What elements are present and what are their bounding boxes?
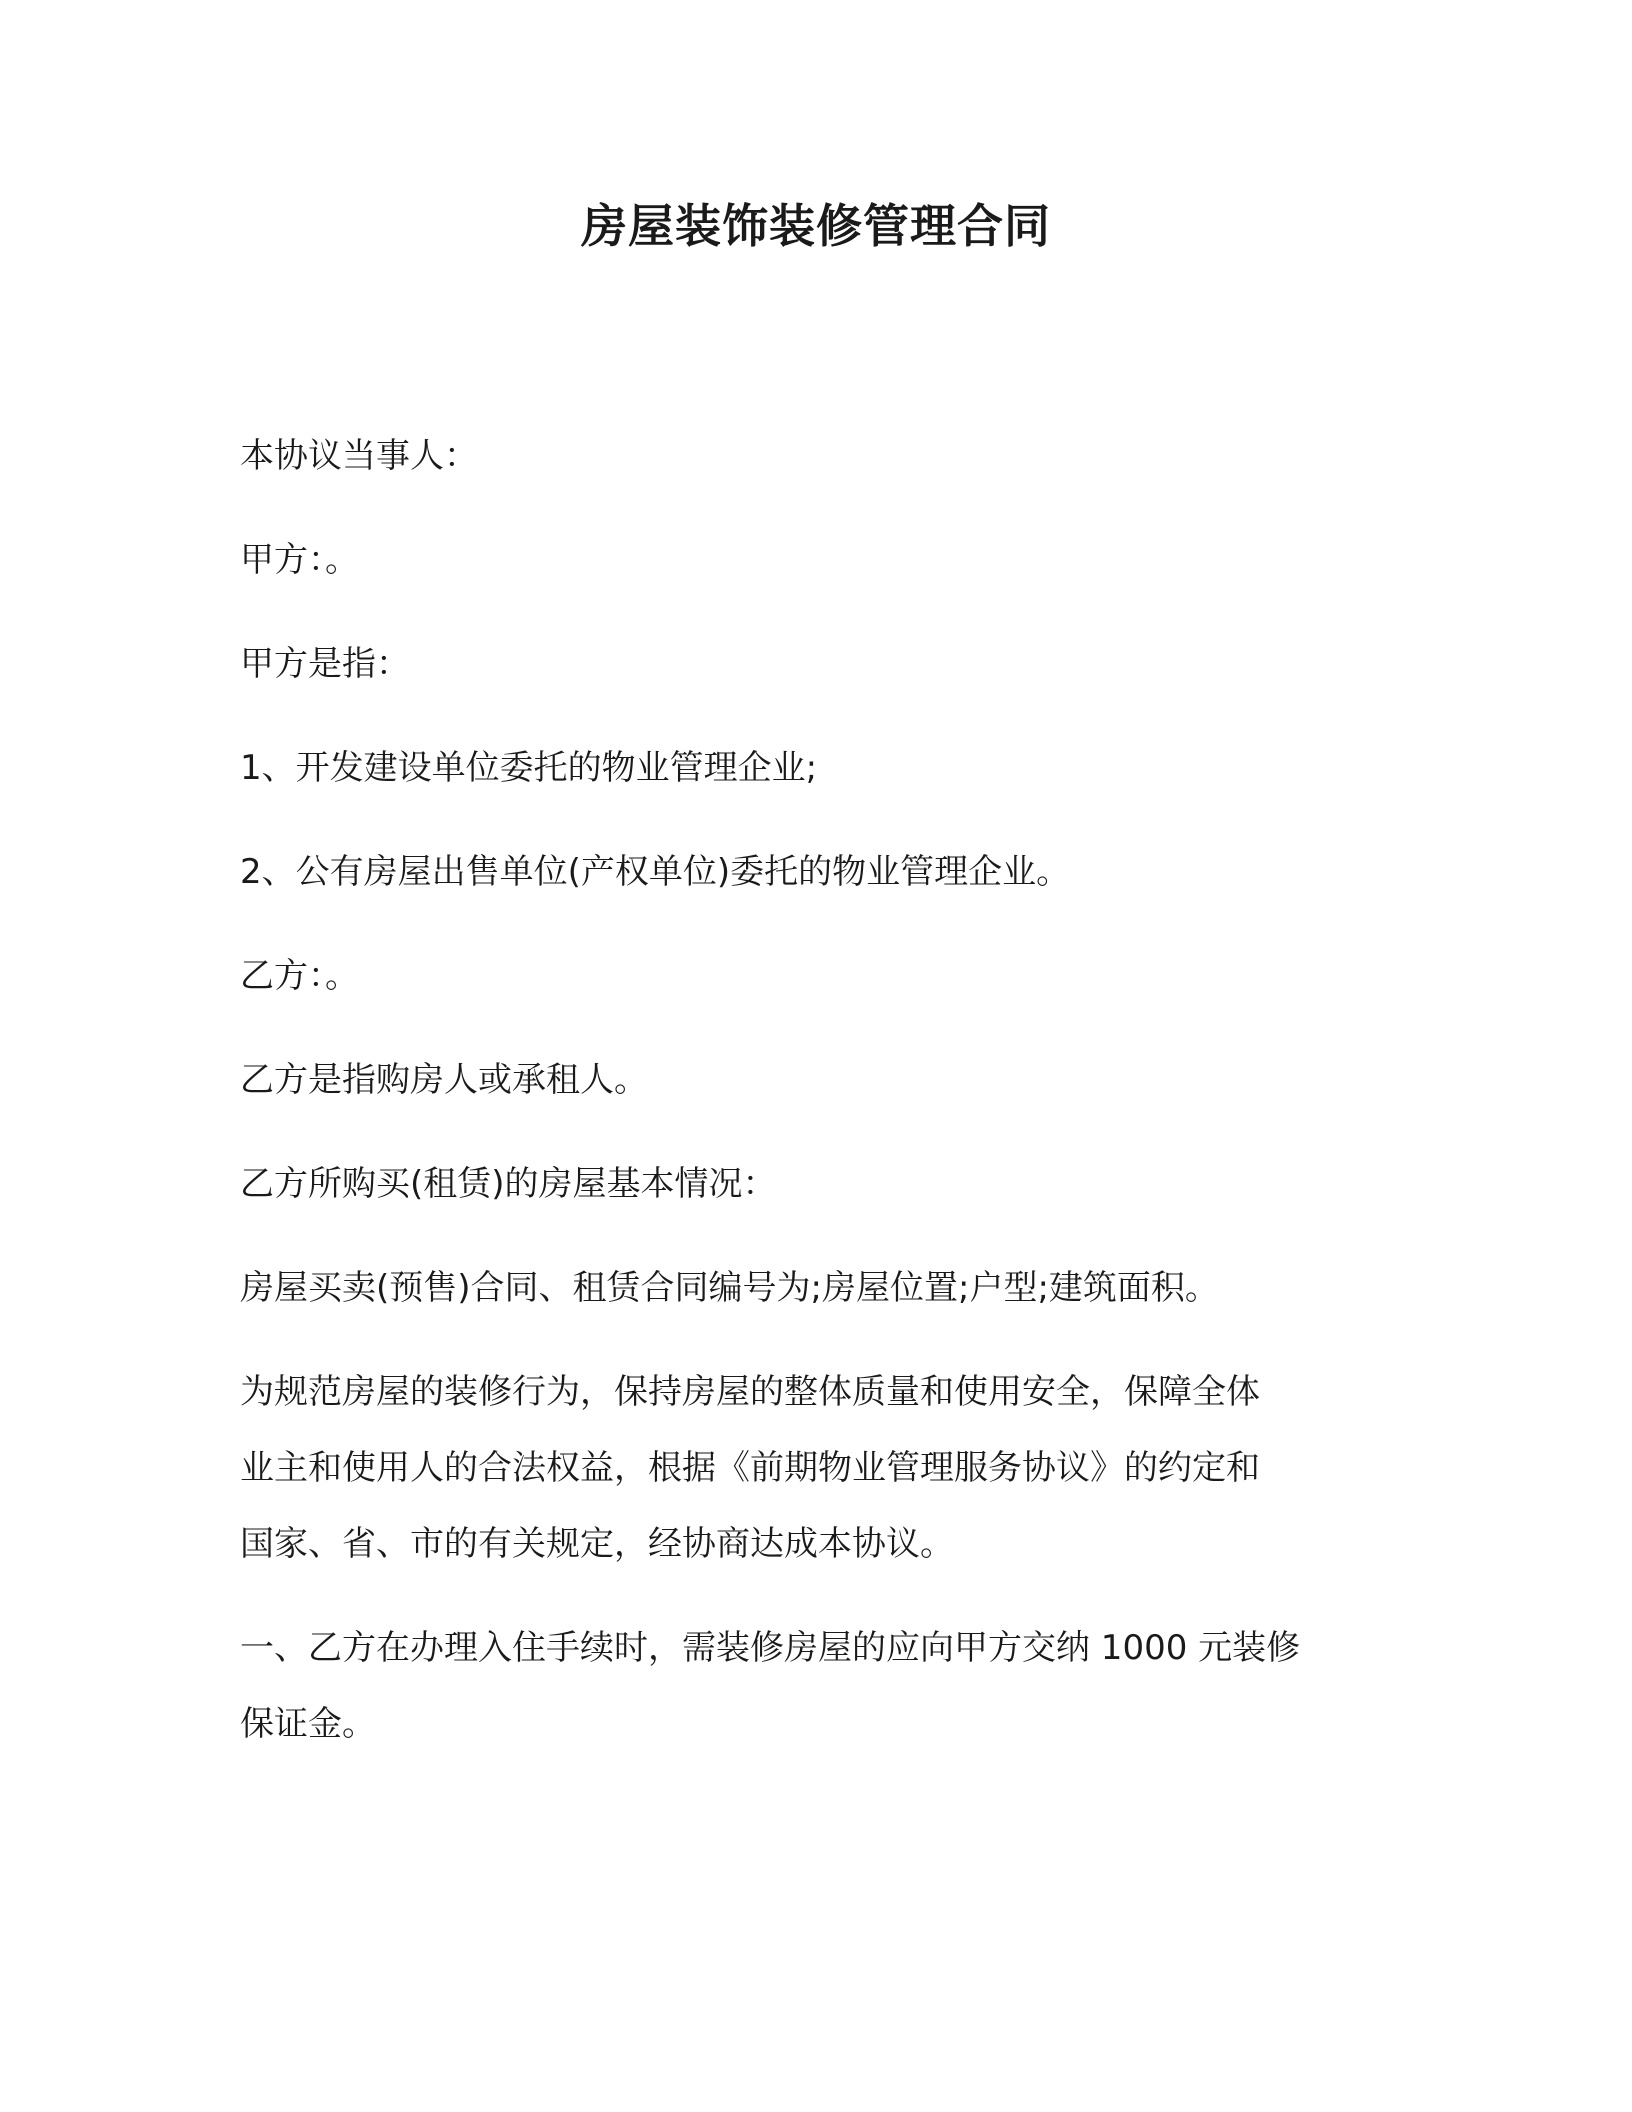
paragraph-purpose: 为规范房屋的装修行为，保持房屋的整体质量和使用安全，保障全体 业主和使用人的合法权益，根据《前期物业管理服务协议》的约定和 国家、省、市的有关规定，经协商达成本协议。	[240, 1372, 1260, 1564]
paragraph-clause-1: 一、乙方在办理入住手续时，需装修房屋的应向甲方交纳 1000 元装修 保证金。	[240, 1628, 1301, 1744]
paragraph-party-b: 乙方：。	[240, 956, 359, 996]
paragraph-parties: 本协议当事人：	[240, 436, 478, 476]
paragraph-house-info: 房屋买卖(预售)合同、租赁合同编号为;房屋位置;户型;建筑面积。	[240, 1268, 1219, 1308]
paragraph-house-info-heading: 乙方所购买(租赁)的房屋基本情况：	[240, 1164, 777, 1204]
paragraph-party-a-definition: 甲方是指：	[240, 644, 410, 684]
paragraph-party-b-definition: 乙方是指购房人或承租人。	[240, 1060, 648, 1100]
document-body	[240, 418, 1390, 1790]
document-title: 房屋装饰装修管理合同	[581, 199, 1051, 253]
paragraph-party-a-item-1: 1、开发建设单位委托的物业管理企业;	[240, 748, 818, 788]
paragraph-party-a-item-2: 2、公有房屋出售单位(产权单位)委托的物业管理企业。	[240, 852, 1071, 892]
paragraph-party-a: 甲方：。	[240, 540, 359, 580]
